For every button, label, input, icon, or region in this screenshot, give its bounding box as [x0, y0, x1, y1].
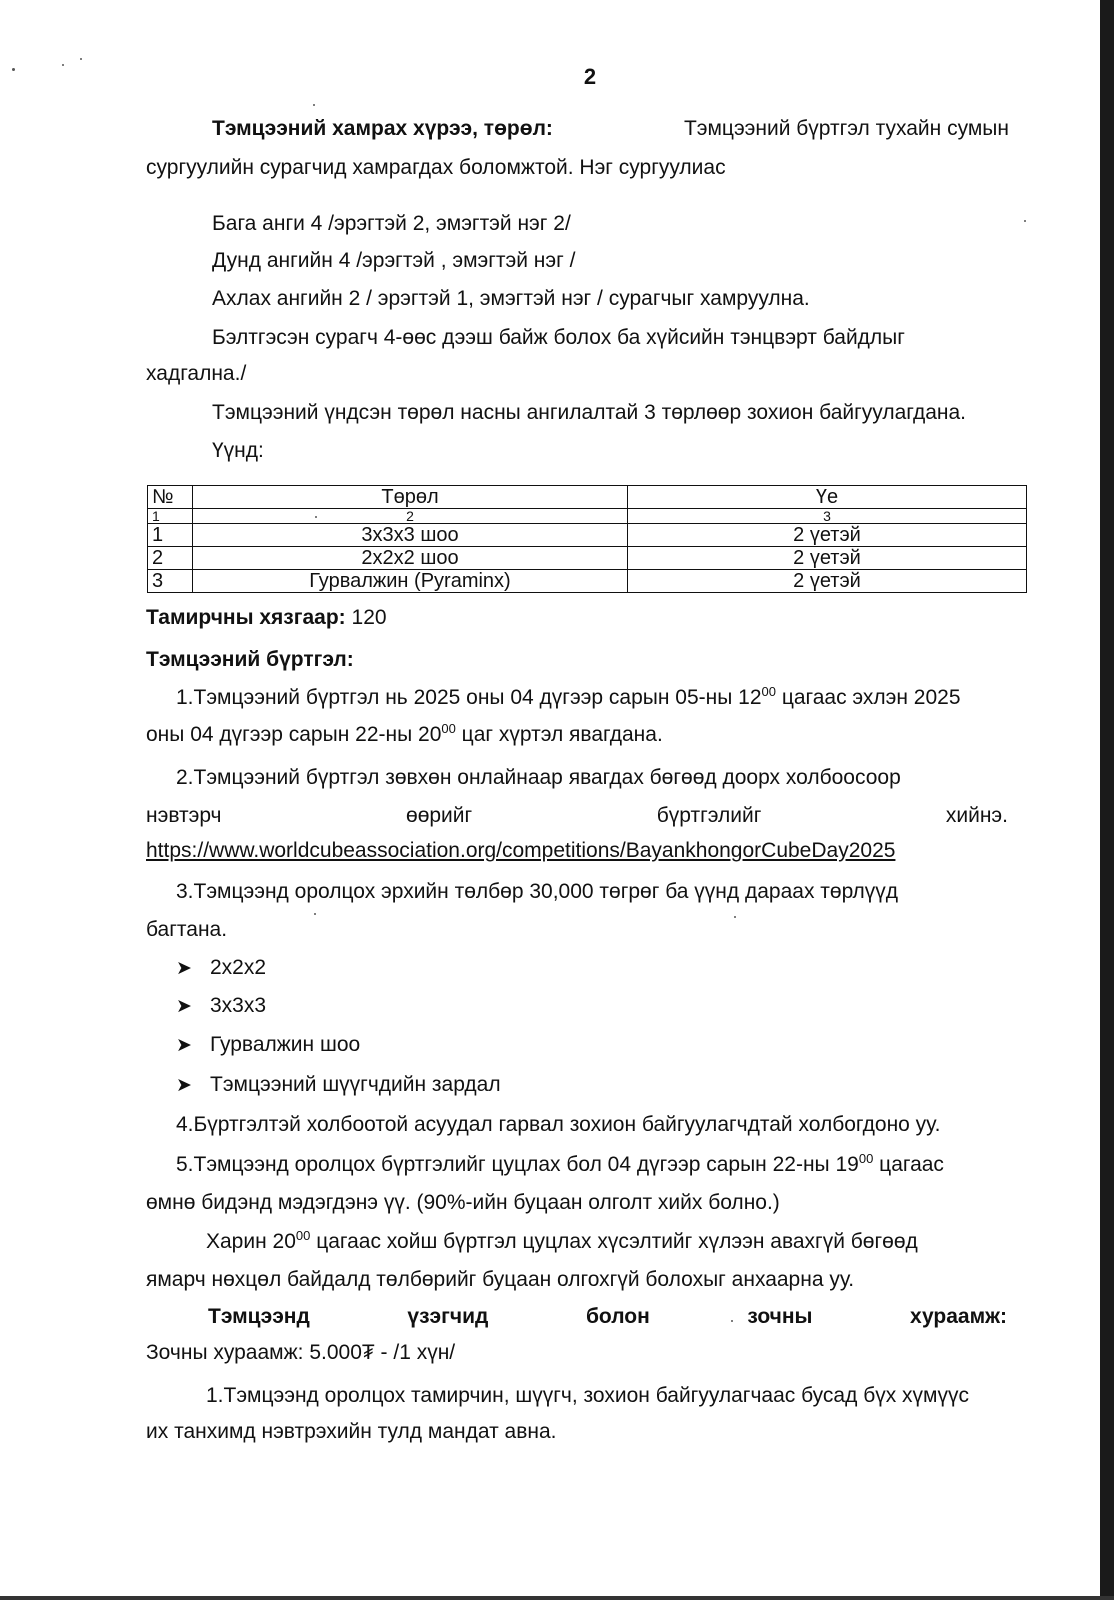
registration-p3-line2: багтана. — [146, 918, 228, 941]
table-cell: 2 — [148, 547, 193, 570]
right-arrowhead-icon: ➤ — [176, 1035, 192, 1056]
registration-p5-line1: 5.Тэмцээнд оролцох бүртгэлийг цуцлах бол 04 дүгээр сарын 22-ны $19^{00}$ цагаас — [176, 1151, 944, 1176]
fees-p1-line1: 1.Тэмцээнд оролцох тамирчин, шүүгч, зохион байгуулагчаас бусад бүх хүмүүс — [206, 1384, 969, 1407]
table-row — [148, 570, 1027, 593]
types-table — [147, 485, 1027, 593]
prepared-text: Бэлтгэсэн сурагч 4-өөс дээш байж болох ба хүйсийн тэнцвэрт байдлыг — [212, 326, 905, 349]
table-cell: Гурвалжин (Pyraminx) — [193, 570, 628, 593]
registration-p6-line2: ямарч нөхцөл байдалд төлбөрийг буцаан олгохгүй болохыг анхаарна уу. — [146, 1268, 855, 1291]
header-rounds: Үе — [628, 486, 1027, 509]
scan-edge — [1100, 0, 1114, 1600]
table-cell: 2x2x2 шоо — [193, 547, 628, 570]
where-label: Үүнд: — [212, 439, 264, 462]
table-cell: 2 үетэй — [628, 547, 1027, 570]
right-arrowhead-icon: ➤ — [176, 996, 192, 1017]
scope-paragraph-line1 — [212, 115, 1009, 143]
scope-line-middle: Дунд ангийн 4 /эрэгтэй , эмэгтэй нэг / — [212, 249, 576, 272]
table-cell: 2 үетэй — [628, 524, 1027, 547]
list-item: ➤ 2x2x2 — [176, 954, 266, 983]
right-arrowhead-icon: ➤ — [176, 958, 192, 979]
fees-p1-line2: их танхимд нэвтрэхийн тулд мандат авна. — [146, 1420, 557, 1443]
list-item: ➤ Тэмцээний шүүгчдийн зардал — [176, 1071, 501, 1100]
table-cell: 2 үетэй — [628, 570, 1027, 593]
scope-text: Тэмцээний бүртгэл тухайн сумын — [683, 117, 1009, 140]
header-number: № — [148, 486, 193, 509]
table-cell: 3 — [628, 509, 1027, 524]
registration-p2-line2: нэвтэрч өөрийг бүртгэлийг хийнэ. — [146, 804, 1008, 827]
table-cell: 1 — [148, 509, 193, 524]
prepared-line2: хадгална./ — [146, 362, 247, 385]
registration-p6-line1: Харин $20^{00}$ цагаас хойш бүртгэл цуцлах хүсэлтийг хүлээн авахгүй бөгөөд — [206, 1228, 918, 1253]
table-row — [148, 547, 1027, 570]
scope-line-primary: Бага анги 4 /эрэгтэй 2, эмэгтэй нэг 2/ — [212, 212, 571, 235]
list-item: ➤ Гурвалжин шоо — [176, 1031, 360, 1060]
scan-bottom-edge — [0, 1596, 1114, 1600]
registration-p4: 4.Бүртгэлтэй холбоотой асуудал гарвал зохион байгуулагчдтай холбогдоно уу. — [176, 1113, 941, 1136]
athlete-limit-label: Тамирчны хязгаар: — [146, 606, 346, 629]
right-arrowhead-icon: ➤ — [176, 1075, 192, 1096]
athlete-limit — [146, 604, 387, 632]
prepared-line1 — [212, 324, 1009, 352]
registration-p5-line2: өмнө бидэнд мэдэгдэнэ үү. (90%-ийн буцаан олголт хийх болно.) — [146, 1191, 780, 1214]
registration-p2-line1: 2.Тэмцээний бүртгэл зөвхөн онлайнаар явагдах бөгөөд доорх холбоосоор — [176, 766, 901, 789]
registration-p3-line1: 3.Тэмцээнд оролцох эрхийн төлбөр 30,000 төгрөг ба үүнд дараах төрлүүд — [176, 880, 899, 903]
table-index-row — [148, 509, 1027, 524]
table-cell: 1 — [148, 524, 193, 547]
header-type: Төрөл — [193, 486, 628, 509]
scope-line-high: Ахлах ангийн 2 / эрэгтэй 1, эмэгтэй нэг / сурагчыг хамруулна. — [212, 287, 810, 310]
guest-fee: Зочны хураамж: 5.000₮ - /1 хүн/ — [146, 1341, 456, 1364]
table-row — [148, 524, 1027, 547]
types-intro: Тэмцээний үндсэн төрөл насны ангилалтай 3 төрлөөр зохион байгуулагдана. — [212, 401, 967, 424]
page-number: 2 — [583, 64, 597, 89]
registration-link[interactable]: https://www.worldcubeassociation.org/competitions/BayankhongorCubeDay2025 — [146, 839, 896, 862]
list-item: ➤ 3x3x3 — [176, 992, 266, 1021]
scope-heading: Тэмцээний хамрах хүрээ, төрөл: — [212, 117, 553, 140]
table-cell: 3 — [148, 570, 193, 593]
registration-p1-line1: 1.Тэмцээний бүртгэл нь 2025 оны 04 дүгээр сарын 05-ны $12^{00}$ цагаас эхлэн 2025 — [176, 684, 961, 709]
registration-p1-line2: оны 04 дүгээр сарын 22-ны $20^{00}$ цаг хүртэл явагдана. — [146, 721, 663, 746]
registration-heading: Тэмцээний бүртгэл: — [146, 648, 354, 671]
athlete-limit-value: 120 — [351, 606, 387, 629]
table-cell: 3x3x3 шоо — [193, 524, 628, 547]
fees-heading: Тэмцээнд үзэгчид болон зочны хураамж: — [208, 1305, 1007, 1328]
table-header-row — [148, 486, 1027, 509]
table-cell: 2 — [193, 509, 628, 524]
scope-paragraph-line2: сургуулийн сурагчид хамрагдах боломжтой. Нэг сургуулиас — [146, 156, 726, 179]
